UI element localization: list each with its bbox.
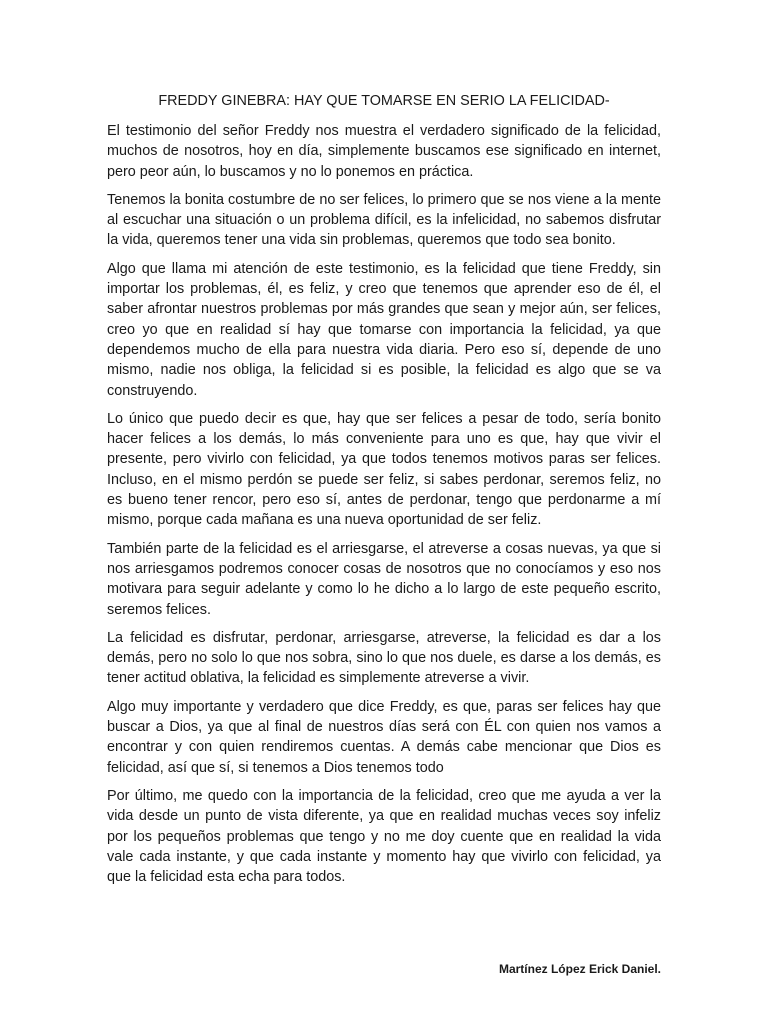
paragraph: También parte de la felicidad es el arriesgarse, el atreverse a cosas nuevas, ya que si nos arriesgamos podremos conocer cosas de nosotros que no conocíamos y eso nos motivara para seguir adelante y como lo he dicho a lo largo de este pequeño escrito, seremos felices. <box>107 540 661 618</box>
paragraph: Por último, me quedo con la importancia de la felicidad, creo que me ayuda a ver la vida desde un punto de vista diferente, ya que en realidad muchas veces soy infeliz por los pequeños problemas que tengo y no me doy cuente que en realidad la vida vale cada instante, y que cada instante y momento hay que vivirlo con felicidad, ya que la felicidad esta echa para todos. <box>107 787 661 886</box>
paragraph: Tenemos la bonita costumbre de no ser felices, lo primero que se nos viene a la mente al escuchar una situación o un problema difícil, es la infelicidad, no sabemos disfrutar la vida, queremos tener una vida sin problemas, queremos que todo sea bonito. <box>107 191 661 249</box>
paragraph: Lo único que puedo decir es que, hay que ser felices a pesar de todo, sería bonito hacer felices a los demás, lo más conveniente para uno es que, hay que vivir el presente, pero vivirlo con felicidad, ya que todos tenemos motivos paras ser felices. Incluso, en el mismo perdón se puede ser feliz, si sabes perdonar, seremos feliz, no es bueno tener rencor, pero eso sí, antes de perdonar, tengo que perdonarme a mí mismo, porque cada mañana es una nueva oportunidad de ser feliz. <box>107 410 661 529</box>
paragraph: Algo muy importante y verdadero que dice Freddy, es que, paras ser felices hay que buscar a Dios, ya que al final de nuestros días será con ÉL con quien nos vamos a encontrar y con quien rendiremos cuentas. A demás cabe mencionar que Dios es felicidad, así que sí, si tenemos a Dios tenemos todo <box>107 698 661 776</box>
paragraph: La felicidad es disfrutar, perdonar, arriesgarse, atreverse, la felicidad es dar a los demás, pero no solo lo que nos sobra, sino lo que nos duele, es darse a los demás, es tener actitud oblativa, la felicidad es simplemente atreverse a vivir. <box>107 629 661 687</box>
document-body <box>107 121 661 895</box>
paragraph: Algo que llama mi atención de este testimonio, es la felicidad que tiene Freddy, sin importar los problemas, él, es feliz, y creo que tenemos que aprender eso de él, el saber afrontar nuestros problemas por más grandes que sean y mejor aún, ser felices, creo yo que en realidad sí hay que tomarse con importancia la felicidad, ya que dependemos mucho de ella para nuestra vida diaria. Pero eso sí, depende de uno mismo, nadie nos obliga, la felicidad si es posible, la felicidad es algo que se va construyendo. <box>107 260 661 399</box>
author-signature: Martínez López Erick Daniel. <box>498 962 661 976</box>
document-title: FREDDY GINEBRA: HAY QUE TOMARSE EN SERIO LA FELICIDAD- <box>158 93 610 109</box>
paragraph: El testimonio del señor Freddy nos muestra el verdadero significado de la felicidad, muchos de nosotros, hoy en día, simplemente buscamos ese significado en internet, pero peor aún, lo buscamos y no lo ponemos en práctica. <box>107 123 661 180</box>
